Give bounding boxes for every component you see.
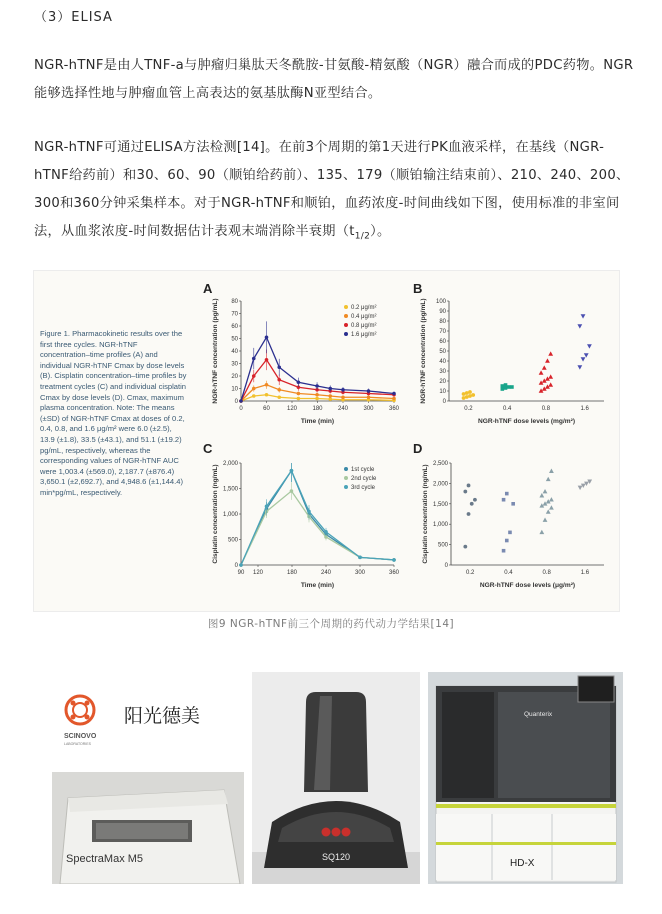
photo-sq120 — [252, 672, 420, 884]
chart-a-y-tick-label: 50 — [231, 336, 238, 343]
chart-panel-a — [199, 279, 404, 429]
chart-a-legend-label: 0.4 μg/m² — [351, 314, 377, 320]
chart-b-y-tick-label: 60 — [439, 339, 446, 345]
chart-d-x-label: NGR-hTNF dose levels (μg/m²) — [479, 582, 576, 589]
chart-a-y-tick-label: 20 — [231, 374, 238, 380]
chart-b-data-point — [539, 370, 544, 374]
panel-label-c: C — [203, 441, 213, 456]
chart-b-x-tick-label: 1.6 — [580, 406, 589, 412]
photo-spectramax — [52, 672, 244, 884]
photo-hdx-image — [428, 672, 623, 884]
device-label-sq120: SQ120 — [322, 852, 351, 862]
chart-a-data-point — [277, 378, 281, 382]
chart-b-y-tick-label: 70 — [439, 329, 446, 335]
chart-a-x-tick-label: 180 — [312, 406, 323, 412]
chart-d-data-point — [546, 509, 551, 513]
chart-d-data-point — [549, 505, 554, 509]
photo-spectramax-image — [52, 672, 244, 884]
chart-b-y-tick-label: 40 — [439, 359, 446, 365]
chart-a-data-point — [367, 389, 371, 393]
chart-a-x-tick-label: 300 — [363, 406, 374, 412]
chart-a-y-tick-label: 30 — [231, 361, 238, 368]
chart-a-data-point — [328, 397, 332, 401]
chart-c-data-point — [290, 469, 294, 473]
chart-d-data-point — [463, 490, 467, 494]
chart-b-y-label: NGR-hTNF concentration (pg/mL) — [420, 298, 427, 404]
chart-c-series-line — [241, 491, 394, 565]
chart-d-data-point — [463, 545, 467, 549]
chart-d-data-point — [473, 498, 477, 502]
chart-b-data-point — [468, 390, 472, 394]
chart-a-legend-marker — [344, 314, 348, 318]
chart-b-data-point — [504, 383, 508, 387]
chart-d-data-point — [546, 477, 551, 481]
brand-en: SCINOVO — [64, 733, 97, 740]
chart-d-data-point — [470, 502, 474, 506]
figure-caption-left: Figure 1. Pharmacokinetic results over the first three cycles. NGR-hTNF concentration–time profiles (A) and individual NGR-hTNF Cmax by dose levels (B). Cisplatin concentration–time profiles by treatment cycles (C) and individual cisplatin Cmax by dose levels (D). Cmax, maximum plasma concentration. Note: The means (±SD) of NGR-hTNF Cmax at doses of 0.2, 0.4, 0.8, and 1.6 μg/m² were 6.0 (±2.5), 13.9 (±1.8), 33.5 (±43.1), and 51.1 (±19.2) pg/mL, respectively, whereas the corresponding values of NGR-hTNF AUC were 1,003.4 (±569.0), 2,187.7 (±876.4) 3,650.1 (±2,692.7), and 4,948.6 (±1,144.4) min*pg/mL, respectively. — [40, 329, 187, 497]
chart-b-data-point — [510, 385, 514, 389]
section-title: （3）ELISA — [34, 10, 113, 25]
chart-b-data-point — [587, 344, 592, 348]
chart-c-y-tick-label: 0 — [234, 563, 238, 569]
chart-b-data-point — [584, 353, 589, 357]
panel-label-d: D — [413, 441, 423, 456]
chart-d-data-point — [502, 549, 506, 553]
chart-c-data-point — [392, 558, 396, 562]
chart-a-x-label: Time (min) — [300, 418, 335, 425]
chart-a-y-tick-label: 60 — [231, 324, 238, 330]
chart-b-data-point — [548, 374, 553, 378]
chart-c-legend-marker — [344, 467, 348, 471]
chart-c-x-tick-label: 360 — [388, 570, 400, 576]
chart-b-x-label: NGR-hTNF dose levels (mg/m²) — [477, 418, 576, 425]
chart-a-data-point — [265, 393, 269, 397]
chart-a-data-point — [265, 335, 269, 339]
chart-d-data-point — [467, 512, 471, 516]
chart-c-x-tick-label: 120 — [252, 570, 264, 576]
chart-d-data-point — [543, 489, 548, 493]
brand-cn: 阳光德美 — [124, 705, 201, 727]
chart-a-data-point — [297, 380, 301, 384]
chart-c-x-tick-label: 240 — [320, 570, 332, 576]
chart-c-data-point — [307, 510, 311, 514]
chart-d-data-point — [502, 498, 506, 502]
chart-b-y-tick-label: 0 — [442, 399, 446, 405]
chart-c-legend-label: 2nd cycle — [351, 476, 377, 482]
chart-a-legend-label: 0.2 μg/m² — [351, 305, 377, 311]
chart-b-x-tick-label: 0.8 — [541, 406, 551, 412]
chart-a-data-point — [297, 392, 301, 396]
device-label-hdx: HD-X — [510, 858, 535, 869]
chart-a-y-tick-label: 10 — [231, 386, 238, 393]
chart-b-data-point — [545, 358, 550, 362]
chart-panel-c — [199, 439, 404, 594]
chart-a-data-point — [315, 397, 319, 401]
chart-c-legend-label: 1st cycle — [351, 467, 375, 473]
chart-b-y-tick-label: 30 — [439, 369, 446, 375]
chart-c-y-tick-label: 1,000 — [222, 512, 238, 518]
chart-a-legend-label: 1.6 μg/m² — [351, 332, 377, 338]
chart-c-y-tick-label: 2,000 — [222, 461, 238, 467]
chart-a-data-point — [392, 397, 396, 401]
chart-d-data-point — [543, 518, 548, 522]
chart-d-data-point — [578, 486, 583, 490]
chart-d-x-tick-label: 0.4 — [504, 570, 513, 576]
chart-b-data-point — [471, 393, 475, 397]
chart-b-y-tick-label: 80 — [439, 319, 446, 325]
chart-c-data-point — [290, 489, 294, 493]
chart-c-x-tick-label: 300 — [354, 570, 366, 576]
chart-b-y-tick-label: 20 — [439, 379, 446, 385]
chart-a-data-point — [252, 387, 256, 391]
chart-a-legend-marker — [344, 323, 348, 327]
chart-b-y-tick-label: 10 — [439, 389, 446, 395]
chart-a-data-point — [252, 357, 256, 361]
chart-b-data-point — [501, 384, 505, 388]
chart-d-y-label: Cisplatin concentration (ng/mL) — [422, 464, 429, 564]
chart-d-y-tick-label: 1,000 — [432, 522, 448, 529]
chart-c-legend-label: 3rd cycle — [351, 485, 376, 491]
paragraph-intro: NGR-hTNF是由人TNF-a与肿瘤归巢肽天冬酰胺-甘氨酸-精氨酸（NGR）融合而成的PDC药物。NGR能够选择性地与肿瘤血管上高表达的氨基肽酶N亚型结合。 — [34, 58, 634, 101]
chart-c-x-tick-label: 90 — [237, 570, 245, 576]
chart-d-y-tick-label: 1,500 — [432, 501, 448, 508]
chart-c-legend-marker — [344, 485, 348, 489]
chart-a-data-point — [341, 395, 345, 399]
chart-c-data-point — [239, 563, 243, 567]
chart-d-data-point — [508, 531, 512, 535]
photo-sq120-image — [252, 672, 420, 884]
chart-b-y-tick-label: 90 — [439, 309, 446, 315]
chart-a-x-tick-label: 120 — [286, 406, 298, 412]
chart-a-data-point — [277, 388, 281, 392]
chart-d-data-point — [511, 502, 515, 506]
chart-a-y-tick-label: 0 — [234, 399, 238, 405]
chart-a-data-point — [252, 394, 256, 398]
chart-a-x-tick-label: 0 — [239, 406, 243, 412]
chart-b-data-point — [507, 385, 511, 389]
chart-a-data-point — [277, 395, 281, 399]
paragraph-method-text: NGR-hTNF可通过ELISA方法检测[14]。在前3个周期的第1天进行PK血液采样，在基线（NGR-hTNF给药前）和30、60、90（顺铂给药前）、135、179（顺铂输注结束前）、210、240、200、300和360分钟采集样本。对于NGR-hTNF和顺铂，血药浓度-时间曲线如下图，使用标准的非室间法，从血浆浓度-时间数据估计表观末端消除半衰期（t — [34, 140, 630, 239]
chart-a-x-tick-label: 360 — [388, 406, 400, 412]
chart-d-x-tick-label: 1.6 — [580, 570, 590, 576]
chart-b-y-tick-label: 100 — [435, 299, 446, 305]
chart-d-y-tick-label: 2,500 — [432, 461, 448, 467]
chart-b-data-point — [548, 382, 553, 386]
figure — [33, 270, 620, 612]
chart-d-y-tick-label: 2,000 — [432, 481, 448, 488]
chart-a-data-point — [239, 399, 243, 403]
chart-panel-b — [409, 279, 614, 429]
chart-b-data-point — [577, 324, 582, 328]
chart-c-y-label: Cisplatin concentration (ng/mL) — [212, 464, 219, 564]
chart-c-x-label: Time (min) — [300, 582, 335, 589]
chart-a-legend-label: 0.8 μg/m² — [351, 323, 377, 329]
chart-b-data-point — [548, 351, 553, 355]
chart-a-data-point — [277, 365, 281, 369]
chart-a-data-point — [328, 387, 332, 391]
chart-a-data-point — [341, 388, 345, 392]
chart-a-data-point — [265, 383, 269, 387]
chart-a-data-point — [367, 395, 371, 399]
chart-d-y-tick-label: 500 — [437, 542, 448, 549]
chart-a-data-point — [328, 394, 332, 398]
chart-c-y-tick-label: 1,500 — [222, 486, 238, 493]
chart-b-y-tick-label: 50 — [439, 349, 446, 355]
panel-label-a: A — [203, 281, 213, 296]
chart-a-data-point — [392, 392, 396, 396]
photo-hdx — [428, 672, 623, 884]
chart-d-data-point — [505, 539, 509, 543]
chart-a-data-point — [315, 393, 319, 397]
chart-c-y-tick-label: 500 — [227, 537, 238, 544]
chart-d-data-point — [539, 493, 544, 497]
brand-en-sub: LABORATORIES — [64, 742, 91, 746]
chart-a-data-point — [315, 384, 319, 388]
chart-b-data-point — [542, 365, 547, 369]
chart-b-data-point — [581, 357, 586, 361]
chart-b-x-tick-label: 0.4 — [502, 406, 512, 412]
panel-label-b: B — [413, 281, 423, 296]
chart-a-data-point — [265, 358, 269, 362]
device-label-spectramax: SpectraMax M5 — [66, 853, 144, 865]
chart-c-x-tick-label: 180 — [286, 570, 298, 576]
paragraph-method — [34, 134, 634, 251]
chart-b-x-tick-label: 0.2 — [464, 406, 473, 412]
chart-a-y-tick-label: 70 — [231, 311, 238, 318]
chart-a-y-label: NGR-hTNF concentration (pg/mL) — [212, 298, 219, 404]
chart-a-data-point — [252, 374, 256, 378]
chart-a-legend-marker — [344, 305, 348, 309]
chart-a-x-tick-label: 60 — [263, 406, 270, 412]
chart-d-data-point — [539, 530, 544, 534]
chart-d-x-tick-label: 0.2 — [465, 570, 475, 576]
brand-quanterix: Quanterix — [524, 711, 553, 718]
chart-c-data-point — [358, 556, 362, 560]
chart-a-legend-marker — [344, 332, 348, 336]
chart-d-data-point — [467, 484, 471, 488]
figure-caption: 图9 NGR-hTNF前三个周期的药代动力学结果[14] — [207, 618, 455, 630]
chart-a-data-point — [297, 397, 301, 401]
paragraph-method-subscript: 1/2 — [354, 231, 371, 242]
chart-a-y-tick-label: 40 — [231, 349, 238, 355]
paragraph-method-end: ）。 — [370, 224, 391, 239]
chart-b-data-point — [577, 365, 582, 369]
chart-d-x-tick-label: 0.8 — [542, 570, 551, 576]
chart-c-data-point — [265, 505, 269, 509]
chart-c-data-point — [324, 530, 328, 534]
chart-d-data-point — [549, 497, 554, 501]
chart-b-data-point — [581, 314, 586, 318]
chart-d-data-point — [549, 469, 554, 473]
chart-c-legend-marker — [344, 476, 348, 480]
chart-d-data-point — [505, 492, 509, 496]
chart-a-x-tick-label: 240 — [337, 406, 349, 412]
chart-d-y-tick-label: 0 — [444, 563, 448, 569]
chart-a-y-tick-label: 80 — [231, 299, 238, 305]
chart-panel-d — [409, 439, 614, 594]
